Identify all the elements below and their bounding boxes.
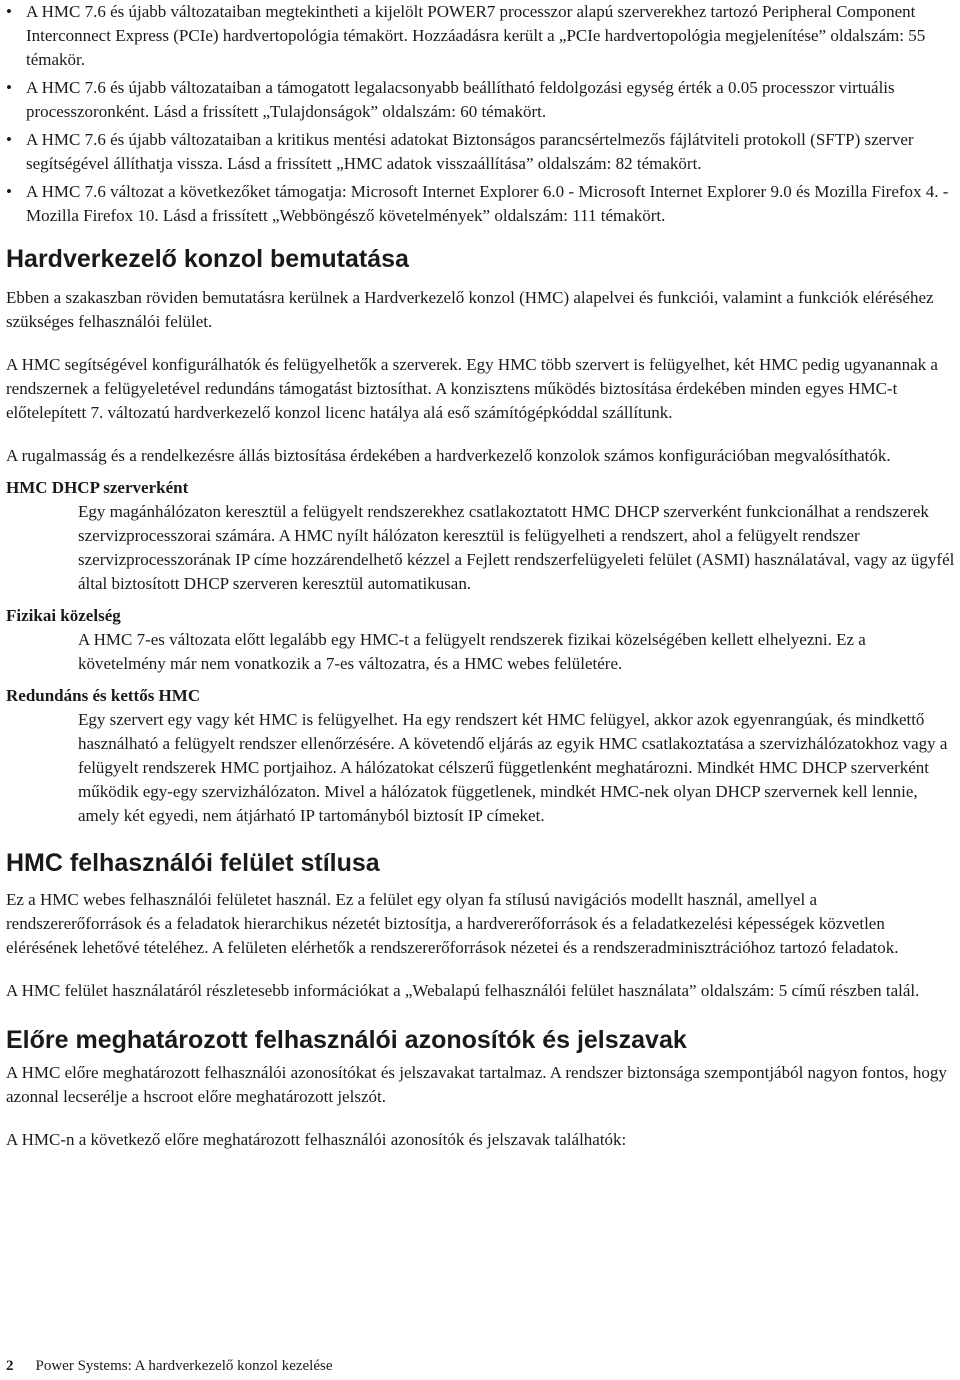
definition-description: Egy magánhálózaton keresztül a felügyelt rendszerekhez csatlakoztatott HMC DHCP szerverként funkcionálhat a rendszerek szervizprocesszorai számára. A HMC nyílt hálózaton keresztül is felügyelheti a rendszert, ahol a felügyelt rendszer szervizprocesszorának IP címe hozzárendelhető kézzel a Fejlett rendszerfelügyeleti felület (ASMI) használatával, vagy az ügyfél által biztosított DHCP szerveren keresztül automatikusan. xyxy=(78,502,955,593)
paragraph: A HMC-n a következő előre meghatározott felhasználói azonosítók és jelszavak találhatók: xyxy=(6,1130,627,1149)
bullet-item: • A HMC 7.6 és újabb változataiban a kritikus mentési adatokat Biztonságos parancsértelmezős fájlátviteli protokoll (SFTP) szerver segítségével állíthatja vissza. Lásd a frissített „HMC adatok visszaállítása” oldalszám: 82 témakört. xyxy=(6,128,956,176)
definition-term: Redundáns és kettős HMC xyxy=(6,686,201,705)
section-heading-ui-style: HMC felhasználói felület stílusa xyxy=(6,849,380,877)
feature-bullet-list xyxy=(6,0,956,228)
paragraph: A HMC segítségével konfigurálhatók és felügyelhetők a szerverek. Egy HMC több szervert is felügyelhet, két HMC pedig ugyanannak a rendszernek a felügyeletével redundáns támogatást biztosíthat. A konzisztens működés biztosítása érdekében minden egyes HMC-t előtelepített 7. változatú hardverkezelő konzol licenc hatálya alá eső számítógépkóddal szállítunk. xyxy=(6,355,938,422)
footer-title: Power Systems: A hardverkezelő konzol kezelése xyxy=(35,1358,333,1374)
paragraph: A HMC felület használatáról részletesebb információkat a „Webalapú felhasználói felület használata” oldalszám: 5 című részben talál. xyxy=(6,981,920,1000)
definition-term: Fizikai közelség xyxy=(6,606,121,625)
page-footer xyxy=(6,1356,333,1376)
section-heading-hmc-intro: Hardverkezelő konzol bemutatása xyxy=(6,245,409,273)
document-page xyxy=(6,0,956,1171)
page-number: 2 xyxy=(6,1358,14,1374)
paragraph: Ebben a szakaszban röviden bemutatásra kerülnek a Hardverkezelő konzol (HMC) alapelvei és funkciói, valamint a funkciók eléréséhez szükséges felhasználói felület. xyxy=(6,288,934,331)
section-heading-predefined-ids: Előre meghatározott felhasználói azonosítók és jelszavak xyxy=(6,1026,687,1054)
bullet-item: • A HMC 7.6 és újabb változataiban megtekintheti a kijelölt POWER7 processzor alapú szerverekhez tartozó Peripheral Component Interconnect Express (PCIe) hardvertopológia témakört. Hozzáadásra került a „PCIe hardvertopológia megjelenítése” oldalszám: 55 témakör. xyxy=(6,0,956,72)
definition-description: A HMC 7-es változata előtt legalább egy HMC-t a felügyelt rendszerek fizikai közelségében kellett elhelyezni. Ez a követelmény már nem vonatkozik a 7-es változatra, és a HMC webes felületére. xyxy=(78,630,866,673)
definition-description: Egy szervert egy vagy két HMC is felügyelhet. Ha egy rendszert két HMC felügyel, akkor azok egyenrangúak, és mindkettő használható a felügyelt rendszer ellenőrzésére. A követendő eljárás az egyik HMC csatlakoztatása a szervizhálózatokhoz vagy a felügyelt rendszerek HMC portjaihoz. A hálózatokat célszerű függetlenként meghatározni. Mindkét HMC DHCP szerverként működik egy-egy szervizhálózaton. Mivel a hálózatok függetlenek, mindkét HMC-nek olyan DHCP szervernek kell lennie, amely két egyedi, nem átjárható IP tartományból biztosít IP címeket. xyxy=(78,710,948,825)
bullet-item: • A HMC 7.6 és újabb változataiban a támogatott legalacsonyabb beállítható feldolgozási egység érték a 0.05 processzor virtuális processzoronként. Lásd a frissített „Tulajdonságok” oldalszám: 60 témakört. xyxy=(6,76,956,124)
definition-term: HMC DHCP szerverként xyxy=(6,478,189,497)
paragraph: Ez a HMC webes felhasználói felületet használ. Ez a felület egy olyan fa stílusú navigációs modellt használ, amellyel a rendszererőforrások és a feladatok hierarchikus nézetét biztosítja, a hardvererőforrások és a feladatkezelési képességek közvetlen elérésének lehetővé tételéhez. A felületen elérhetők a rendszererőforrások nézetei és a rendszeradminisztrációhoz tartozó feladatok. xyxy=(6,890,899,957)
paragraph: A rugalmasság és a rendelkezésre állás biztosítása érdekében a hardverkezelő konzolok számos konfigurációban megvalósíthatók. xyxy=(6,446,891,465)
paragraph: A HMC előre meghatározott felhasználói azonosítókat és jelszavakat tartalmaz. A rendszer biztonsága szempontjából nagyon fontos, hogy azonnal lecserélje a hscroot előre meghatározott jelszót. xyxy=(6,1063,947,1106)
definition-list xyxy=(6,476,956,828)
bullet-item: • A HMC 7.6 változat a következőket támogatja: Microsoft Internet Explorer 6.0 - Microsoft Internet Explorer 9.0 és Mozilla Firefox 4. - Mozilla Firefox 10. Lásd a frissített „Webböngésző követelmények” oldalszám: 111 témakört. xyxy=(6,180,956,228)
